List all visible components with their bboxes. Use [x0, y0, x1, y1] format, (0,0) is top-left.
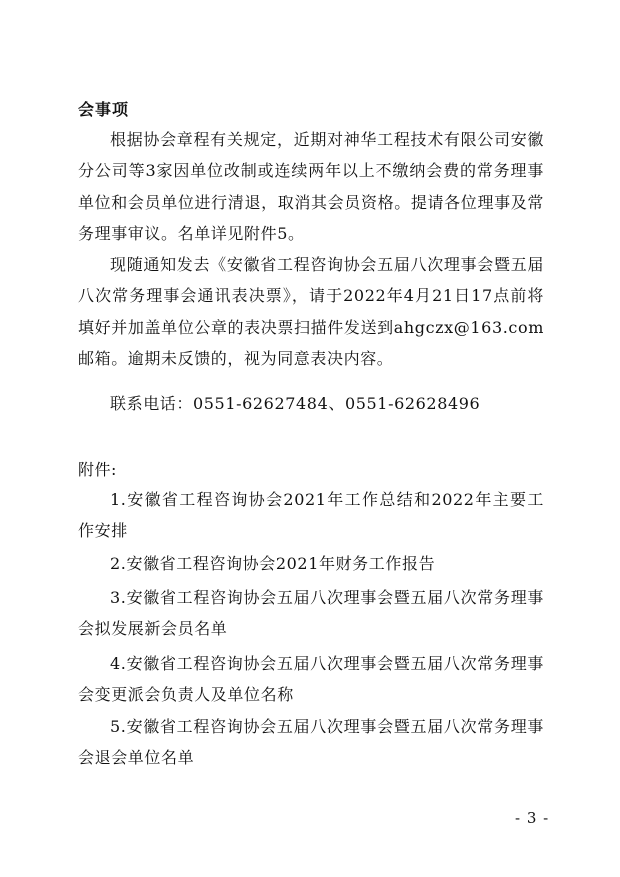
- paragraph-membership-clearing: 根据协会章程有关规定，近期对神华工程技术有限公司安徽分公司等3家因单位改制或连续两年以上不缴纳会费的常务理事单位和会员单位进行清退，取消其会员资格。提请各位理事及常务理事审议。名单详见附件5。: [78, 130, 544, 243]
- attachment-item-4: 4.安徽省工程咨询协会五届八次理事会暨五届八次常务理事会变更派会负责人及单位名称: [78, 654, 544, 705]
- attachment-item-1: 1.安徽省工程咨询协会2021年工作总结和2022年主要工作安排: [78, 490, 544, 541]
- paragraph-voting-notice: 现随通知发去《安徽省工程咨询协会五届八次理事会暨五届八次常务理事会通讯表决票》，请于2022年4月21日17点前将填好并加盖单位公章的表决票扫描件发送到ahgczx@163.com邮箱。逾期未反馈的，视为同意表决内容。: [78, 255, 544, 368]
- paragraph-contact-phone: 联系电话：0551-62627484、0551-62628496: [110, 394, 481, 413]
- attachments-label: 附件:: [78, 460, 117, 479]
- attachment-item-3: 3.安徽省工程咨询协会五届八次理事会暨五届八次常务理事会拟发展新会员名单: [78, 588, 544, 639]
- attachment-item-5: 5.安徽省工程咨询协会五届八次理事会暨五届八次常务理事会退会单位名单: [78, 717, 544, 768]
- section-heading: 会事项: [78, 100, 130, 119]
- attachment-item-2: 2.安徽省工程咨询协会2021年财务工作报告: [110, 554, 436, 573]
- page-number: - 3 -: [515, 809, 550, 827]
